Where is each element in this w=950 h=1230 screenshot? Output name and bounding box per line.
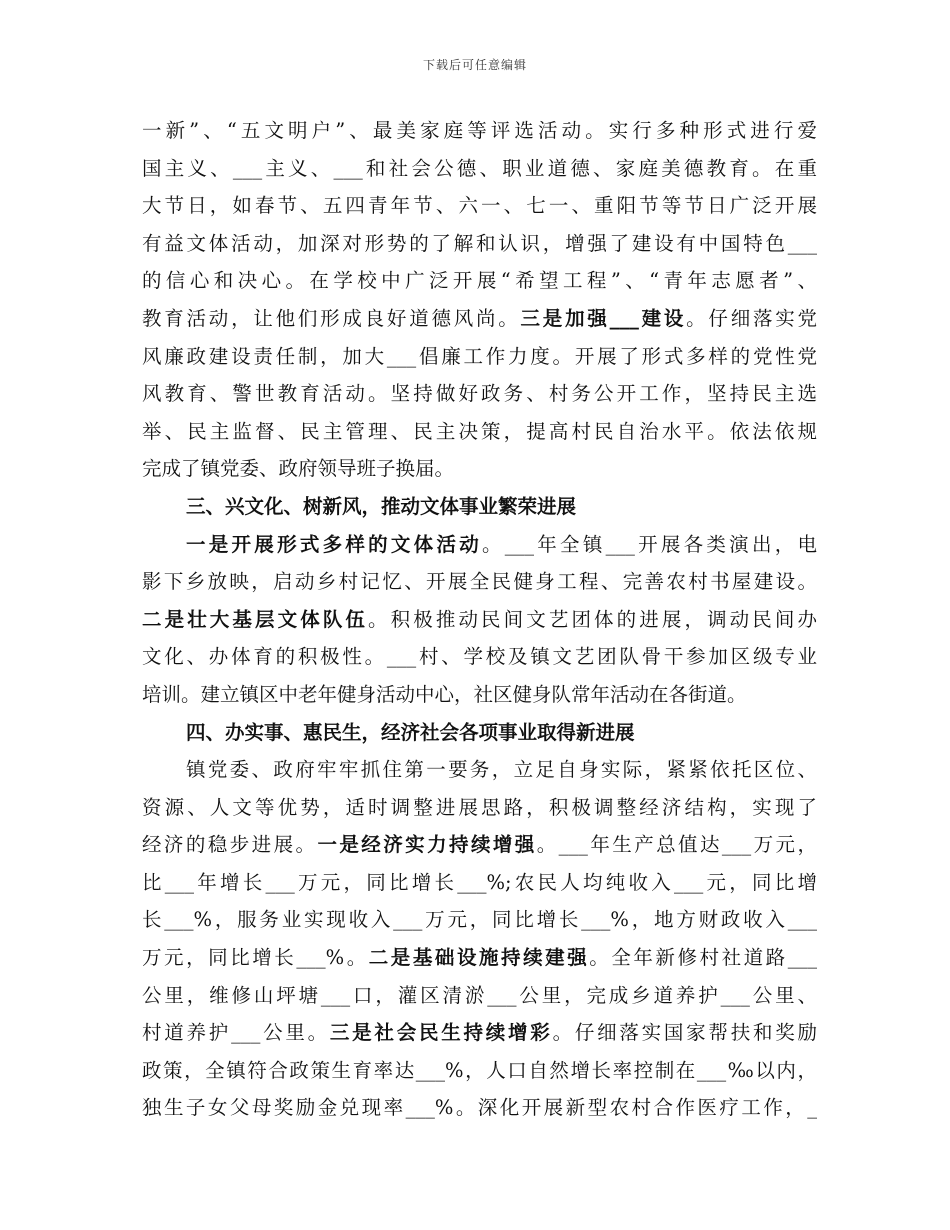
text-run: 的信心和决心。在学校中广泛开展“希望工程”、“青年志愿者”、 [142,269,817,293]
paragraph-line [142,338,817,376]
paragraph-line [142,526,817,564]
text-run: 镇党委、政府牢牢抓住第一要务，立足自身实际，紧紧依托区位、 [186,758,817,782]
paragraph-line [142,150,817,188]
text-run: 比___年增长___万元，同比增长___%;农民人均纯收入___元，同比增 [142,870,817,894]
paragraph-line [142,1089,817,1127]
paragraph-line [142,300,817,338]
paragraph-line [142,601,817,639]
paragraph-line [142,826,817,864]
paragraph-line [142,1052,817,1090]
paragraph-line [142,262,817,300]
text-run: 资源、人文等优势，适时调整进展思路，积极调整经济结构，实现了 [142,795,817,819]
document-body [142,112,817,1127]
text-run: 影下乡放映，启动乡村记忆、开展全民健身工程、完善农村书屋建设。 [142,570,817,594]
section-heading [142,488,817,526]
paragraph-line [142,676,817,714]
text-run: 文化、办体育的积极性。___村、学校及镇文艺团队骨干参加区级专业 [142,645,817,669]
bold-phrase: 二是壮大基层文体队伍 [142,607,369,631]
text-run: 长___%，服务业实现收入___万元，同比增长___%，地方财政收入___ [142,908,817,932]
paragraph-line [142,939,817,977]
paragraph-line [142,751,817,789]
text-run: 教育活动，让他们形成良好道德风尚。 [142,306,521,330]
bold-phrase: 二是基础设施持续建强 [368,946,590,970]
paragraph-line [142,112,817,150]
bold-phrase: 一是开展形式多样的文体活动 [186,532,482,556]
text-run: 公里，维修山坪塘___口，灌区清淤___公里，完成乡道养护___公里、 [142,983,817,1007]
text-run: 培训。建立镇区中老年健身活动中心，社区健身队常年活动在各街道。 [142,682,747,706]
text-run: 有益文体活动，加深对形势的了解和认识，增强了建设有中国特色___ [142,231,817,255]
paragraph-line [142,563,817,601]
paragraph-line [142,789,817,827]
paragraph-line [142,864,817,902]
text-run: 一新”、“五文明户”、最美家庭等评选活动。实行多种形式进行爱 [142,119,817,142]
text-run: 万元，同比增长___%。 [142,946,369,970]
paragraph-line [142,413,817,451]
text-run: 村道养护___公里。 [142,1021,330,1045]
text-run: 。全年新修村社道路___ [589,946,817,970]
text-run: 举、民主监督、民主管理、民主决策，提高村民自治水平。依法依规 [142,419,817,443]
bold-phrase: 三是社会民生持续增彩 [329,1021,553,1045]
text-run: 。积极推动民间文艺团体的进展，调动民间办 [368,607,817,631]
paragraph-line [142,977,817,1015]
text-run: 完成了镇党委、政府领导班子换届。 [142,457,455,481]
paragraph-line [142,1014,817,1052]
text-run: 。___年生产总值达___万元， [536,833,817,857]
paragraph-line [142,450,817,488]
text-run: 风教育、警世教育活动。坚持做好政务、村务公开工作，坚持民主选 [142,382,817,406]
bold-phrase: 三是加强___建设 [520,306,687,330]
paragraph-line [142,225,817,263]
text-run: 三、兴文化、树新风，推动文体事业繁荣进展 [186,494,577,518]
text-run: 经济的稳步进展。 [142,833,318,857]
page-header-note: 下载后可任意编辑 [422,58,527,72]
text-run: 政策，全镇符合政策生育率达___%，人口自然增长率控制在___‰以内， [142,1058,817,1082]
text-run: 国主义、___主义、___和社会公德、职业道德、家庭美德教育。在重 [142,156,817,180]
text-run: 大节日，如春节、五四青年节、六一、七一、重阳节等节日广泛开展 [142,194,817,218]
paragraph-line [142,638,817,676]
paragraph-line [142,375,817,413]
text-run: 。___年全镇___开展各类演出，电 [482,532,817,556]
text-run: 独生子女父母奖励金兑现率___%。深化开展新型农村合作医疗工作，_ [142,1096,817,1120]
text-run: 风廉政建设责任制，加大___倡廉工作力度。开展了形式多样的党性党 [142,344,817,368]
text-run: 。仔细落实党 [686,306,817,330]
text-run: 四、办实事、惠民生，经济社会各项事业取得新进展 [186,720,635,744]
bold-phrase: 一是经济实力持续增强 [317,833,537,857]
paragraph-line [142,187,817,225]
paragraph-line [142,901,817,939]
text-run: 。仔细落实国家帮扶和奖励 [552,1021,817,1045]
section-heading [142,714,817,752]
